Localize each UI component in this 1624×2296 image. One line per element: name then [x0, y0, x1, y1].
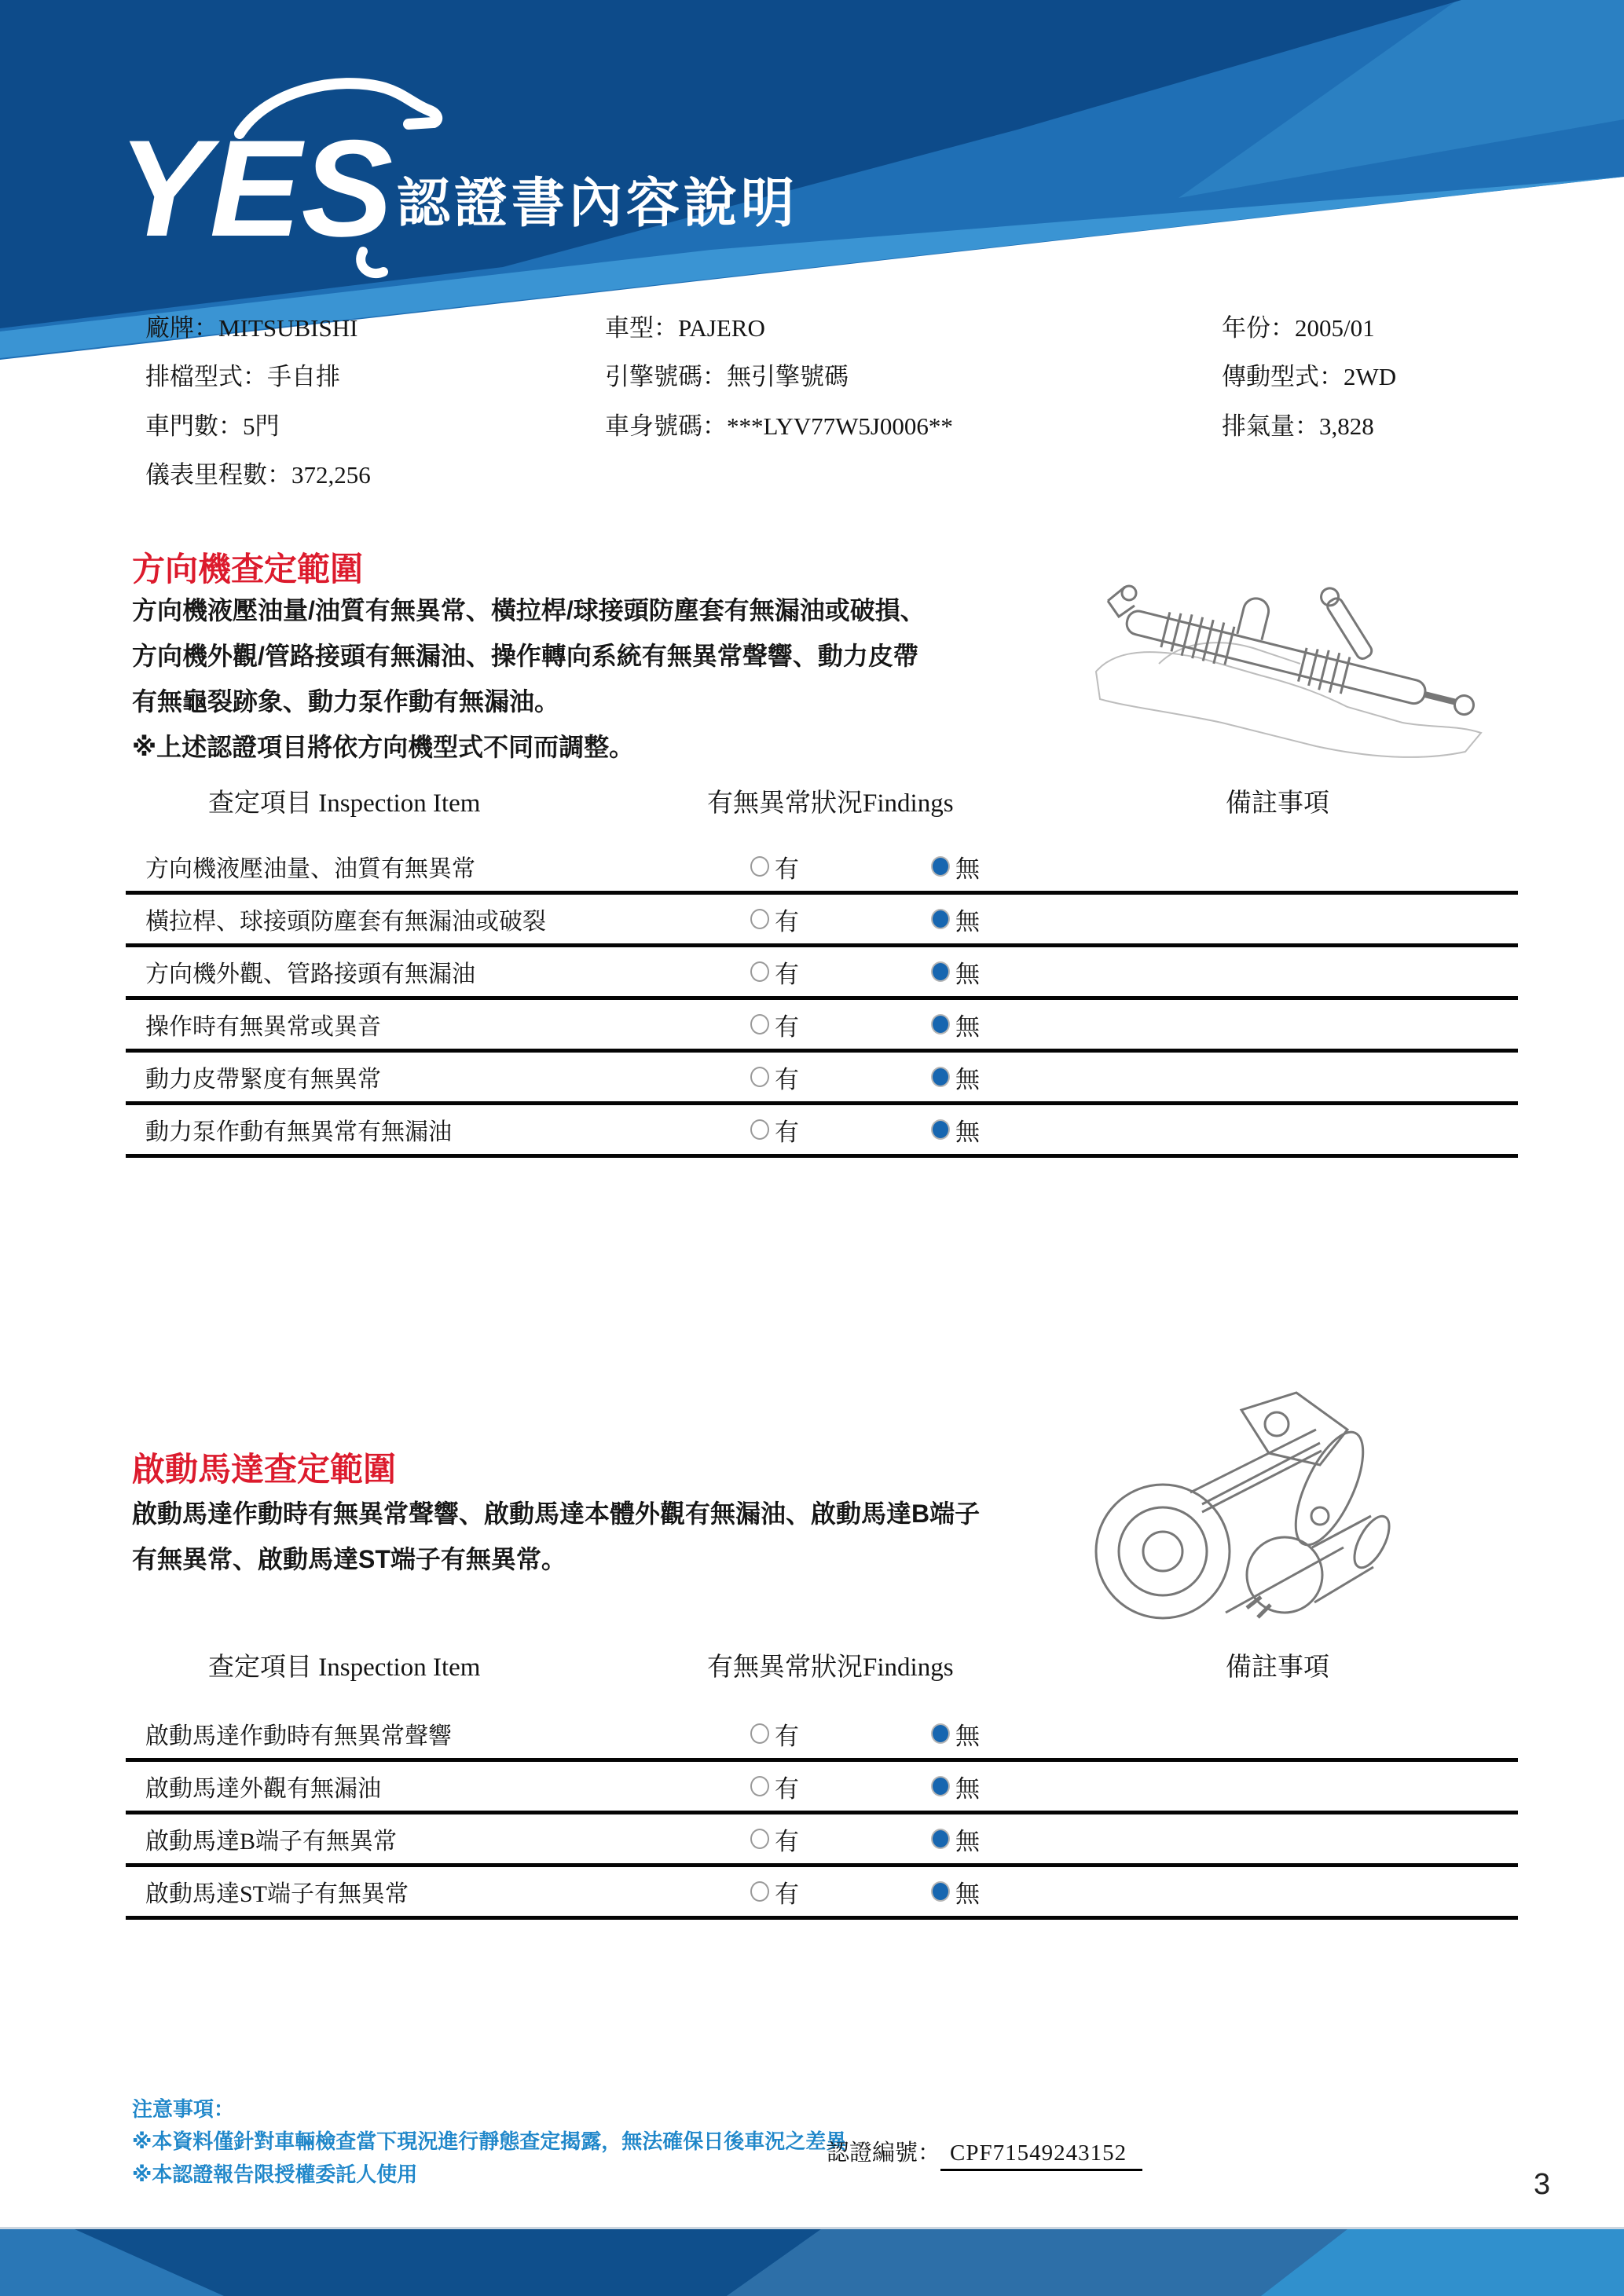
- radio-unselected-icon[interactable]: [750, 1829, 769, 1849]
- info-odometer: 儀表里程數：372,256: [145, 461, 371, 489]
- radio-unselected-icon[interactable]: [750, 961, 769, 982]
- info-engine-no: 引擎號碼：無引擎號碼: [605, 363, 849, 390]
- info-transmission: 排檔型式：手自排: [145, 363, 340, 390]
- radio-option-no[interactable]: 無: [931, 1874, 1167, 1910]
- inspection-item-label: 方向機外觀、管路接頭有無漏油: [145, 961, 475, 987]
- radio-option-no[interactable]: 無: [931, 1716, 1167, 1752]
- certificate-number-label: 認證編號：: [827, 2140, 941, 2166]
- info-displacement: 排氣量：3,828: [1222, 412, 1374, 440]
- col-header-remarks: 備註事項: [1226, 1653, 1329, 1682]
- radio-selected-icon[interactable]: [931, 1776, 950, 1796]
- steering-inspection-table: [126, 842, 1518, 1158]
- inspection-item-label: 動力泵作動有無異常有無漏油: [145, 1119, 452, 1145]
- yes-logo-text: YES: [118, 112, 394, 265]
- radio-unselected-icon[interactable]: [750, 1776, 769, 1796]
- radio-option-no[interactable]: 無: [931, 1769, 1167, 1804]
- footer-banner-graphic: [0, 2227, 1624, 2296]
- col-header-item: 查定項目 Inspection Item: [208, 789, 481, 818]
- inspection-item-label: 啟動馬達外觀有無漏油: [145, 1776, 381, 1802]
- col-header-remarks: 備註事項: [1226, 789, 1329, 818]
- radio-unselected-icon[interactable]: [750, 909, 769, 929]
- info-doors: 車門數：5門: [145, 412, 280, 440]
- table-row: [126, 895, 1518, 947]
- radio-selected-icon[interactable]: [931, 1067, 950, 1087]
- radio-option-yes[interactable]: 有: [750, 849, 931, 884]
- inspection-item-label: 橫拉桿、球接頭防塵套有無漏油或破裂: [145, 909, 546, 935]
- inspection-item-label: 啟動馬達ST端子有無異常: [145, 1881, 409, 1907]
- section-steering-description: 方向機液壓油量/油質有無異常、橫拉桿/球接頭防塵套有無漏油或破損、 方向機外觀/管路接頭有無漏油、操作轉向系統有無異常聲響、動力皮帶 有無龜裂跡象、動力泵作動有無漏油。 ※上述認證項目將依方向機型式不同而調整。: [132, 588, 926, 770]
- page-title: 認證書內容說明: [397, 174, 799, 233]
- info-model: 車型：PAJERO: [605, 314, 765, 342]
- col-header-findings: 有無異常狀況Findings: [707, 789, 954, 818]
- note-line: ※本認證報告限授權委託人使用: [132, 2162, 418, 2186]
- radio-unselected-icon[interactable]: [750, 1119, 769, 1140]
- radio-selected-icon[interactable]: [931, 1014, 950, 1034]
- info-drivetrain: 傳動型式：2WD: [1222, 363, 1397, 390]
- radio-option-yes[interactable]: 有: [750, 1112, 931, 1148]
- info-brand: 廠牌：MITSUBISHI: [145, 314, 358, 342]
- steering-rack-illustration: [1065, 546, 1505, 766]
- radio-option-yes[interactable]: 有: [750, 1874, 931, 1910]
- yes-logo: [118, 83, 437, 273]
- radio-option-no[interactable]: 無: [931, 849, 1167, 884]
- table-row: [126, 1105, 1518, 1158]
- certificate-number-line: [827, 2135, 1142, 2167]
- table-row: [126, 842, 1518, 895]
- radio-unselected-icon[interactable]: [750, 1014, 769, 1034]
- radio-option-no[interactable]: 無: [931, 1060, 1167, 1095]
- table-row: [126, 1762, 1518, 1814]
- starter-inspection-table: [126, 1709, 1518, 1920]
- notes-title: 注意事項：: [132, 2097, 235, 2121]
- radio-option-no[interactable]: 無: [931, 954, 1167, 990]
- section-steering-title: 方向機查定範圍: [132, 551, 364, 588]
- inspection-item-label: 啟動馬達B端子有無異常: [145, 1829, 398, 1855]
- radio-option-no[interactable]: 無: [931, 902, 1167, 937]
- radio-option-no[interactable]: 無: [931, 1822, 1167, 1857]
- table-row: [126, 1000, 1518, 1053]
- radio-option-yes[interactable]: 有: [750, 1060, 931, 1095]
- radio-option-yes[interactable]: 有: [750, 1822, 931, 1857]
- radio-selected-icon[interactable]: [931, 1119, 950, 1140]
- radio-unselected-icon[interactable]: [750, 1881, 769, 1902]
- note-line: ※本資料僅針對車輛檢查當下現況進行靜態查定揭露，無法確保日後車況之差異: [132, 2129, 847, 2153]
- info-vin: 車身號碼：***LYV77W5J0006**: [605, 412, 953, 440]
- col-header-item: 查定項目 Inspection Item: [208, 1653, 481, 1682]
- radio-selected-icon[interactable]: [931, 909, 950, 929]
- radio-selected-icon[interactable]: [931, 1723, 950, 1744]
- table-row: [126, 1867, 1518, 1920]
- radio-option-no[interactable]: 無: [931, 1007, 1167, 1042]
- inspection-item-label: 操作時有無異常或異音: [145, 1014, 381, 1040]
- radio-option-no[interactable]: 無: [931, 1112, 1167, 1148]
- inspection-item-label: 啟動馬達作動時有無異常聲響: [145, 1723, 452, 1749]
- info-year: 年份：2005/01: [1222, 314, 1375, 342]
- section-starter-title: 啟動馬達查定範圍: [132, 1451, 397, 1488]
- radio-selected-icon[interactable]: [931, 1829, 950, 1849]
- inspection-item-label: 方向機液壓油量、油質有無異常: [145, 856, 475, 882]
- radio-unselected-icon[interactable]: [750, 1723, 769, 1744]
- radio-selected-icon[interactable]: [931, 961, 950, 982]
- certificate-number-value: CPF71549243152: [940, 2140, 1142, 2171]
- radio-unselected-icon[interactable]: [750, 1067, 769, 1087]
- radio-option-yes[interactable]: 有: [750, 902, 931, 937]
- radio-option-yes[interactable]: 有: [750, 1716, 931, 1752]
- table-row: [126, 1814, 1518, 1867]
- radio-unselected-icon[interactable]: [750, 856, 769, 877]
- col-header-findings: 有無異常狀況Findings: [707, 1653, 954, 1682]
- table-row: [126, 1709, 1518, 1762]
- radio-selected-icon[interactable]: [931, 856, 950, 877]
- page-number: 3: [1534, 2168, 1551, 2201]
- starter-motor-illustration: [1084, 1386, 1406, 1630]
- radio-option-yes[interactable]: 有: [750, 1769, 931, 1804]
- inspection-item-label: 動力皮帶緊度有無異常: [145, 1067, 381, 1093]
- section-steering-note: ※上述認證項目將依方向機型式不同而調整。: [132, 733, 635, 761]
- radio-selected-icon[interactable]: [931, 1881, 950, 1902]
- section-starter-description: 啟動馬達作動時有無異常聲響、啟動馬達本體外觀有無漏油、啟動馬達B端子 有無異常、啟動馬達ST端子有無異常。: [132, 1500, 981, 1573]
- table-row: [126, 1053, 1518, 1105]
- radio-option-yes[interactable]: 有: [750, 1007, 931, 1042]
- table-row: [126, 947, 1518, 1000]
- radio-option-yes[interactable]: 有: [750, 954, 931, 990]
